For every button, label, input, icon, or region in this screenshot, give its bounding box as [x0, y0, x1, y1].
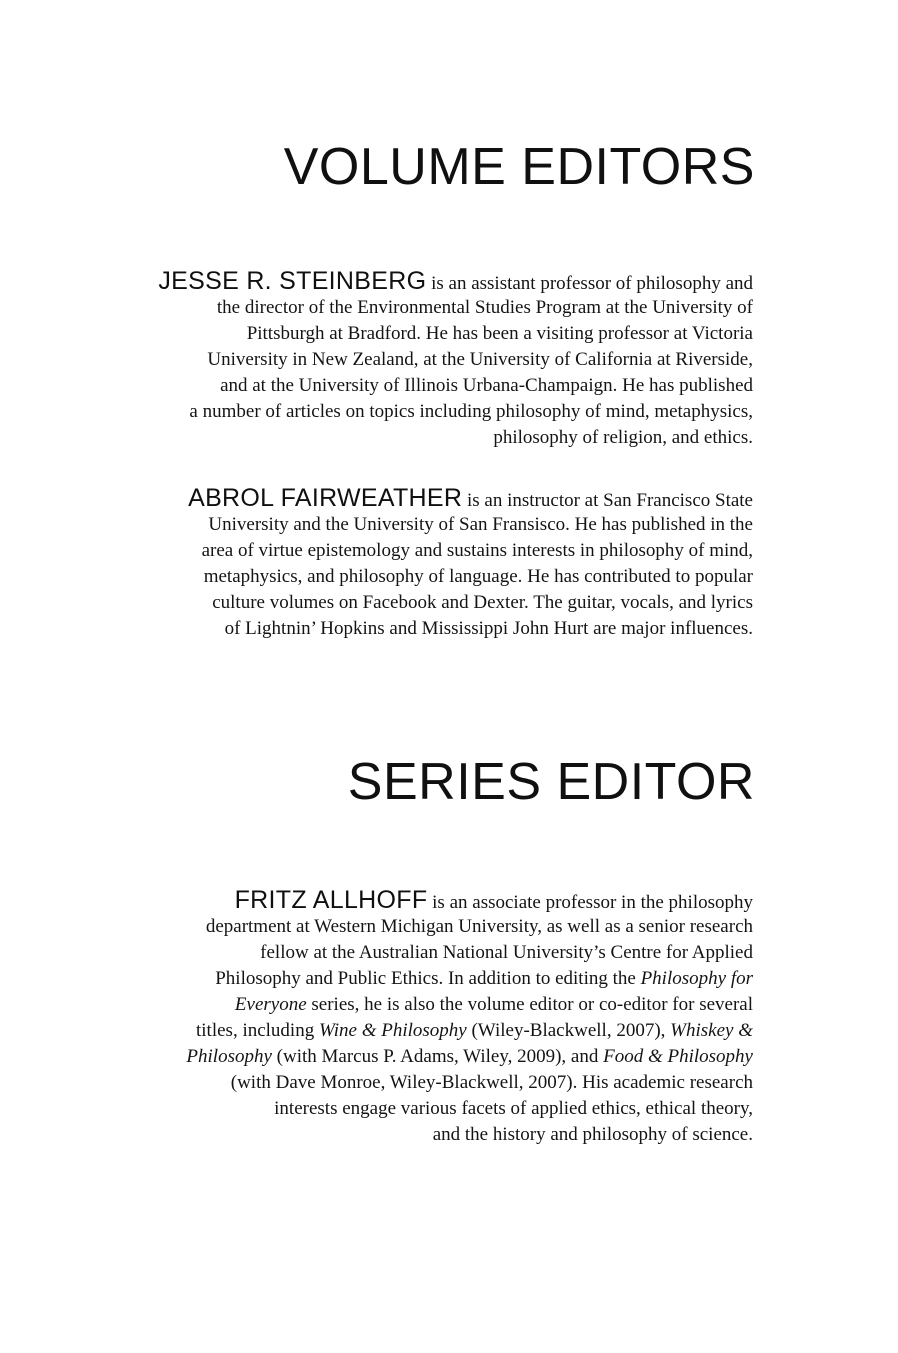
- body-text: fellow at the Australian National University’s Centre for Applied: [260, 942, 753, 963]
- body-text: a number of articles on topics including philosophy of mind, metaphysics,: [189, 401, 753, 422]
- book-title-italic: Everyone: [234, 994, 307, 1015]
- body-text: (with Marcus P. Adams, Wiley, 2009), and: [271, 1046, 604, 1067]
- text-line: [105, 321, 753, 347]
- body-text: of Lightnin’ Hopkins and Mississippi John Hurt are major influences.: [224, 618, 753, 639]
- book-title-italic: Wine & Philosophy: [318, 1020, 467, 1041]
- body-text: series, he is also the volume editor or co-editor for several: [306, 994, 753, 1015]
- text-line: [105, 373, 753, 399]
- text-line: [105, 992, 753, 1018]
- bio-abrol-fairweather: [105, 486, 753, 642]
- bio-fritz-allhoff: [105, 888, 753, 1148]
- body-text: the director of the Environmental Studies Program at the University of: [216, 297, 753, 318]
- body-text: department at Western Michigan University, as well as a senior research: [205, 916, 753, 937]
- editor-name: FRITZ ALLHOFF: [234, 886, 428, 914]
- text-line: [105, 1096, 753, 1122]
- body-text: is an instructor at San Francisco State: [462, 490, 753, 511]
- text-line: [105, 590, 753, 616]
- text-line: [105, 1122, 753, 1148]
- book-title-italic: Food & Philosophy: [603, 1046, 753, 1067]
- body-text: is an assistant professor of philosophy and: [426, 273, 753, 294]
- text-line: [105, 1018, 753, 1044]
- text-line: [105, 269, 753, 295]
- body-text: philosophy of religion, and ethics.: [493, 427, 753, 448]
- body-text: Philosophy and Public Ethics. In addition to editing the: [215, 968, 641, 989]
- body-text: interests engage various facets of applied ethics, ethical theory,: [274, 1098, 753, 1119]
- text-line: [105, 538, 753, 564]
- editor-name: JESSE R. STEINBERG: [158, 267, 427, 295]
- body-text: titles, including: [196, 1020, 319, 1041]
- text-line: [105, 425, 753, 451]
- text-line: [105, 512, 753, 538]
- body-text: (Wiley-Blackwell, 2007),: [466, 1020, 671, 1041]
- text-line: [105, 888, 753, 914]
- body-text: (with Dave Monroe, Wiley-Blackwell, 2007). His academic research: [230, 1072, 753, 1093]
- body-text: is an associate professor in the philosophy: [427, 892, 753, 913]
- body-text: metaphysics, and philosophy of language. He has contributed to popular: [203, 566, 753, 587]
- body-text: and at the University of Illinois Urbana-Champaign. He has published: [220, 375, 753, 396]
- body-text: University in New Zealand, at the University of California at Riverside,: [207, 349, 753, 370]
- text-line: [105, 1070, 753, 1096]
- text-line: [105, 914, 753, 940]
- editor-name: ABROL FAIRWEATHER: [188, 484, 463, 512]
- text-line: [105, 399, 753, 425]
- text-line: [105, 486, 753, 512]
- section-heading-series-editor: SERIES EDITOR: [347, 753, 755, 811]
- body-text: Pittsburgh at Bradford. He has been a visiting professor at Victoria: [246, 323, 753, 344]
- text-line: [105, 966, 753, 992]
- bio-jesse-steinberg: [105, 269, 753, 451]
- body-text: culture volumes on Facebook and Dexter. The guitar, vocals, and lyrics: [212, 592, 753, 613]
- text-line: [105, 347, 753, 373]
- text-line: [105, 616, 753, 642]
- body-text: area of virtue epistemology and sustains interests in philosophy of mind,: [201, 540, 753, 561]
- book-title-italic: Whiskey &: [670, 1020, 753, 1041]
- book-title-italic: Philosophy for: [640, 968, 753, 989]
- text-line: [105, 295, 753, 321]
- text-line: [105, 940, 753, 966]
- body-text: University and the University of San Fransisco. He has published in the: [208, 514, 753, 535]
- book-title-italic: Philosophy: [186, 1046, 272, 1067]
- text-line: [105, 564, 753, 590]
- text-line: [105, 1044, 753, 1070]
- section-heading-volume-editors: VOLUME EDITORS: [283, 138, 755, 196]
- body-text: and the history and philosophy of science.: [432, 1124, 753, 1145]
